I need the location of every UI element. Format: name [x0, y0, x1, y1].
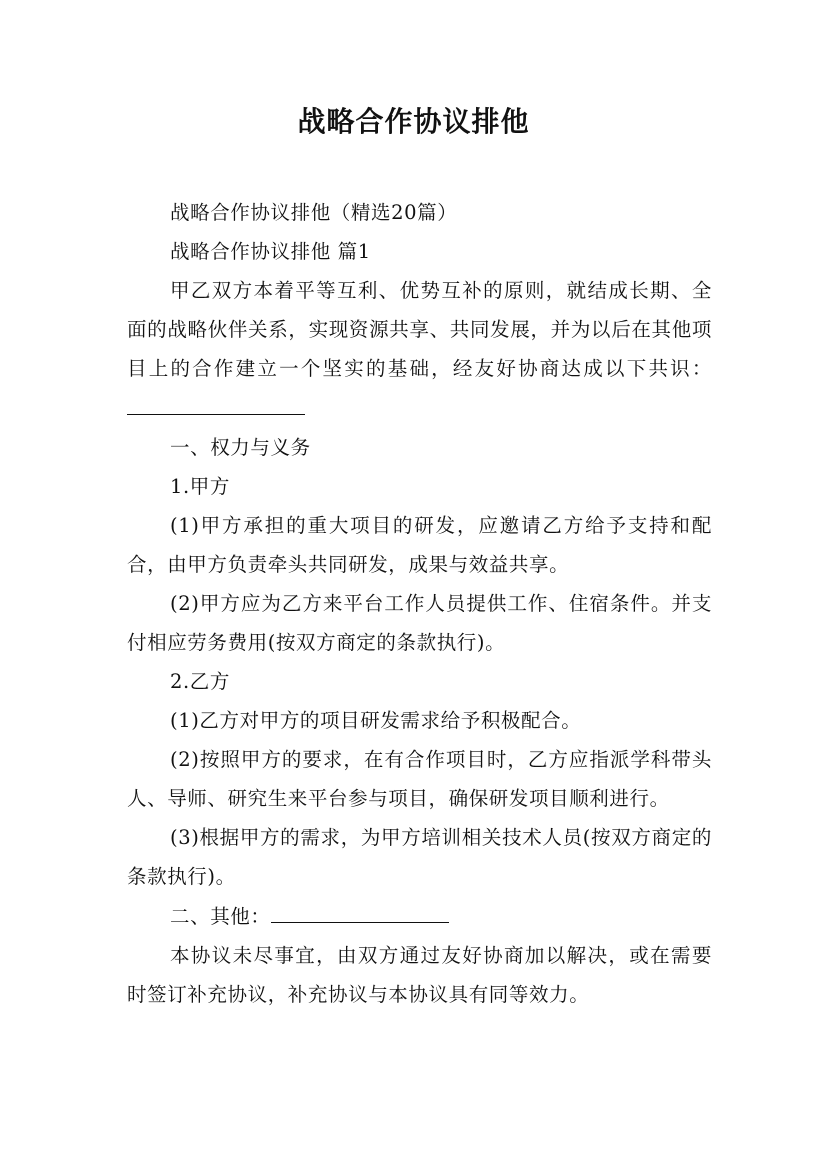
paragraph-text: (1)乙方对甲方的项目研发需求给予积极配合。 — [170, 709, 582, 732]
paragraph-clause — [127, 701, 712, 740]
paragraph-text: 甲乙双方本着平等互利、优势互补的原则，就结成长期、全面的战略伙伴关系，实现资源共享、共同发展，并为以后在其他项目上的合作建立一个坚实的基础，经友好协商达成以下共识： — [127, 279, 712, 380]
paragraph-party-a — [127, 467, 712, 506]
paragraph-text: 1.甲方 — [170, 475, 231, 498]
fill-in-blank-line — [127, 388, 305, 415]
paragraph-text: 战略合作协议排他（精选20篇） — [170, 201, 458, 224]
paragraph-text: (2)按照甲方的要求，在有合作项目时，乙方应指派学科带头人、导师、研究生来平台参与项目，确保研发项目顺利进行。 — [127, 748, 712, 810]
paragraph-section-heading — [127, 232, 712, 271]
paragraph-clause — [127, 584, 712, 662]
paragraph-heading-rights — [127, 428, 712, 467]
paragraph-party-b — [127, 662, 712, 701]
paragraph-text: 战略合作协议排他 篇1 — [170, 240, 371, 263]
paragraph-text: 一、权力与义务 — [170, 436, 311, 459]
paragraph-text: (3)根据甲方的需求，为甲方培训相关技术人员(按双方商定的条款执行)。 — [127, 826, 712, 888]
document-title: 战略合作协议排他 — [297, 105, 530, 138]
paragraph-heading-other — [127, 896, 712, 936]
fill-in-blank-line — [271, 896, 449, 923]
paragraph-clause — [127, 818, 712, 896]
paragraph-text: (1)甲方承担的重大项目的研发，应邀请乙方给予支持和配合，由甲方负责牵头共同研发，成果与效益共享。 — [127, 514, 712, 576]
document-body — [127, 193, 712, 1014]
paragraph-text: 二、其他： — [170, 905, 271, 928]
paragraph-intro — [127, 271, 712, 428]
paragraph-clause — [127, 506, 712, 584]
paragraph-text: (2)甲方应为乙方来平台工作人员提供工作、住宿条件。并支付相应劳务费用(按双方商定的条款执行)。 — [127, 592, 712, 654]
paragraph-text: 2.乙方 — [170, 670, 231, 693]
paragraph-text: 本协议未尽事宜，由双方通过友好协商加以解决，或在需要时签订补充协议，补充协议与本协议具有同等效力。 — [127, 944, 712, 1006]
paragraph-clause — [127, 936, 712, 1014]
paragraph-clause — [127, 740, 712, 818]
paragraph-subtitle — [127, 193, 712, 232]
